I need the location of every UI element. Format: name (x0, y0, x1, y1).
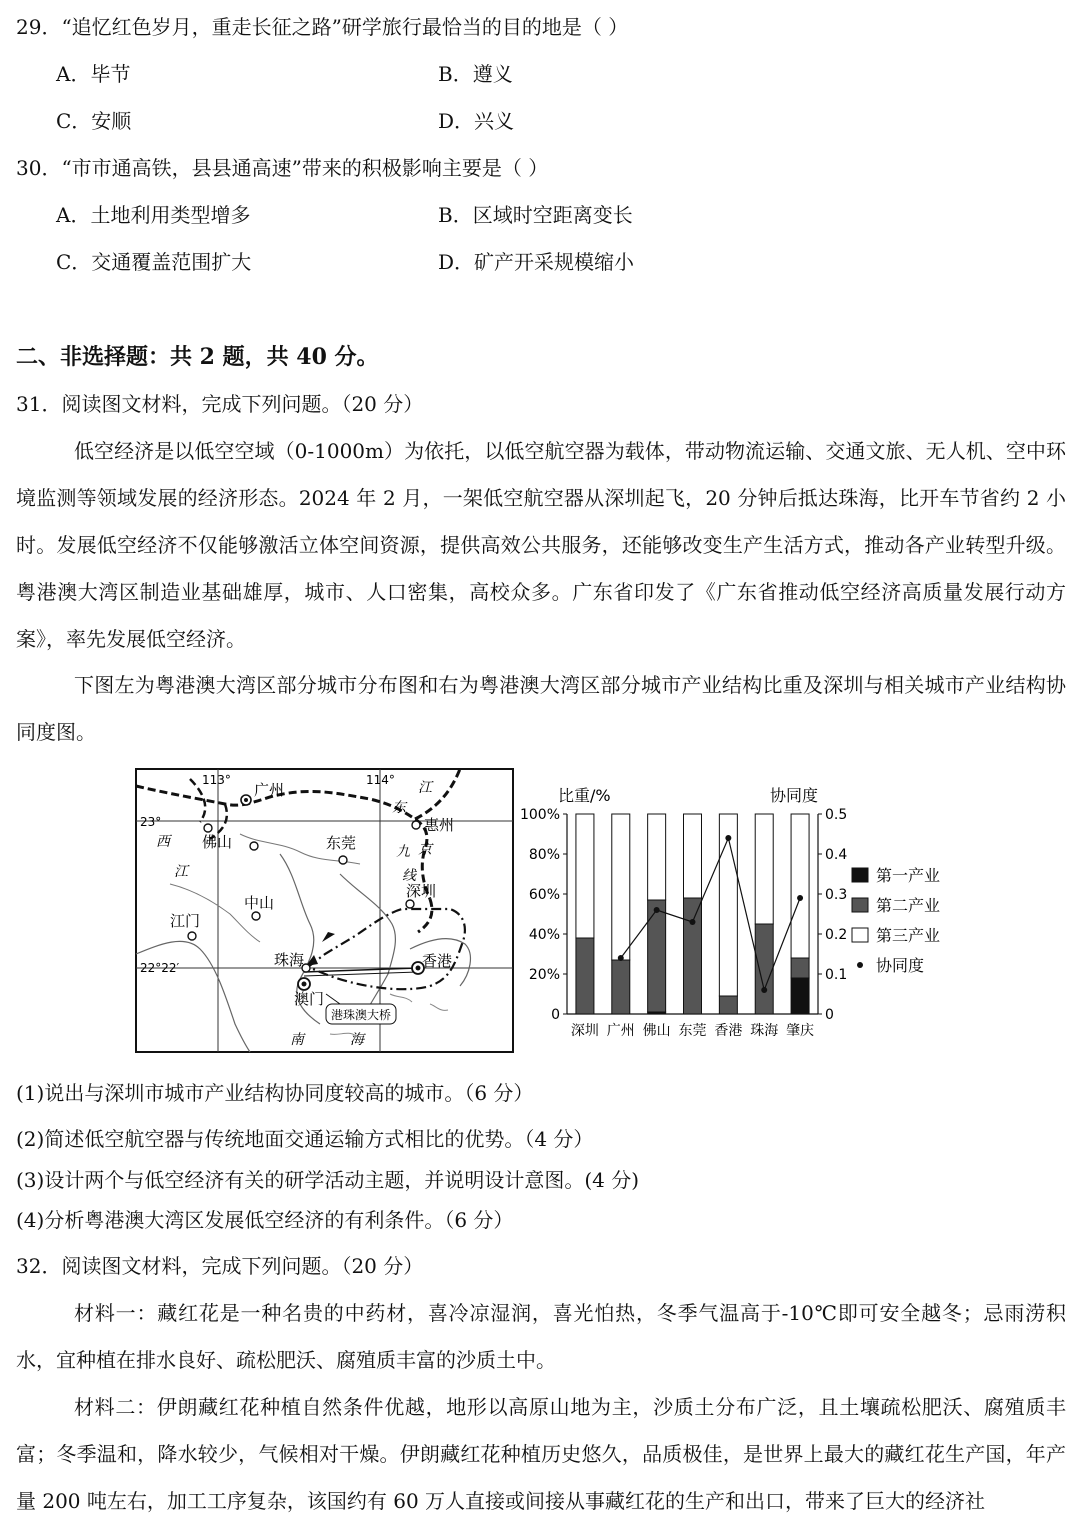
industry-structure-chart (520, 786, 940, 1039)
y-tick-label-left: 20% (528, 967, 560, 983)
q32-material-2: 材料二：伊朗藏红花种植自然条件优越，地形以高原山地为主，沙质土分布广泛，且土壤疏松肥沃、腐殖质丰富；冬季温和，降水较少，气候相对干燥。伊朗藏红花种植历史悠久，品质极佳，是世界上最大的藏红花生产国，年产量 200 吨左右，加工工序复杂，该国约有 60 万人直接或间接从事藏红花的生产和出口，带来了巨大的经济社 (16, 1395, 1066, 1513)
bar-segment (648, 814, 666, 900)
city-label-hongkong: 香港 (422, 952, 453, 970)
x-tick-label: 珠海 (750, 1023, 779, 1039)
hongkong-marker-dot (416, 966, 421, 971)
legend-dot (857, 962, 863, 968)
q31-figure-svg (130, 764, 960, 1064)
city-label-foshan: 佛山 (202, 833, 233, 851)
x-tick-label: 东莞 (678, 1023, 707, 1039)
q30-option-b[interactable]: B．区域时空距离变长 (438, 203, 633, 227)
lat-label-22-22: 22°22′ (140, 961, 180, 975)
railway-label-jiu: 九 (396, 844, 410, 860)
y-tick-label-right: 0.2 (825, 927, 848, 943)
synergy-point (654, 907, 660, 913)
river-label-dong: 东 (392, 800, 406, 816)
railway-label-jing: 京 (418, 842, 432, 858)
q29-option-c[interactable]: C．安顺 (56, 109, 132, 133)
bar-segment (576, 814, 594, 938)
q31-figure (130, 764, 960, 1064)
q31-material: 低空经济是以低空空域（0-1000m）为依托，以低空航空器为载体，带动物流运输、交通文旅、无人机、空中环境监测等领域发展的经济形态。2024 年 2 月，一架低空航空器从深圳起飞，20 分钟后抵达珠海，比开车节省约 2 小时。发展低空经济不仅能够激活立体空间资源，提供高效公共服务，还能够改变生产生活方式，推动各产业转型升级。粤港澳大湾区制造业基础雄厚，城市、人口密集，高校众多。广东省印发了《广东省推动低空经济高质量发展行动方案》，率先发展低空经济。 (16, 439, 1066, 651)
chart-line (618, 835, 803, 993)
x-tick-label: 香港 (714, 1023, 743, 1039)
river-label-jiang-west: 江 (174, 864, 188, 880)
q31-sub-2: (2)简述低空航空器与传统地面交通运输方式相比的优势。（4 分） (16, 1127, 594, 1151)
river-town-marker (250, 842, 258, 850)
bar-segment (755, 814, 773, 924)
bar-segment (576, 938, 594, 1014)
y-tick-label-left: 80% (528, 847, 560, 863)
y-tick-label-right: 0.1 (825, 967, 848, 983)
q31-sub-3: (3)设计两个与低空经济有关的研学活动主题，并说明设计意图。(4 分) (16, 1168, 640, 1192)
x-tick-label: 佛山 (642, 1023, 671, 1039)
city-label-zhuhai: 珠海 (274, 951, 305, 969)
legend-swatch (852, 928, 868, 942)
q31-sub-4: (4)分析粤港澳大湾区发展低空经济的有利条件。（6 分） (16, 1208, 514, 1232)
legend-label: 第三产业 (876, 926, 941, 945)
city-label-shenzhen: 深圳 (406, 882, 437, 900)
huizhou-marker (412, 821, 420, 829)
q32-stem: 32．阅读图文材料，完成下列问题。（20 分） (16, 1254, 424, 1278)
guangzhou-marker-dot (244, 798, 248, 802)
map-frame (136, 769, 513, 1052)
legend-swatch (852, 898, 868, 912)
bar-segment (791, 958, 809, 978)
q31-figure-intro: 下图左为粤港澳大湾区部分城市分布图和右为粤港澳大湾区部分城市产业结构比重及深圳与相关城市产业结构协同度图。 (16, 673, 1066, 744)
bay-area-map (136, 769, 513, 1052)
x-tick-label: 广州 (606, 1023, 635, 1039)
legend-label: 第二产业 (876, 896, 941, 915)
chart-ylabel-left: 比重/% (558, 786, 611, 805)
x-tick-label: 肇庆 (786, 1023, 815, 1039)
city-label-jiangmen: 江门 (170, 912, 201, 930)
synergy-point (797, 895, 803, 901)
q31-sub-1: (1)说出与深圳市城市产业结构协同度较高的城市。（6 分） (16, 1081, 534, 1105)
bar-segment (719, 996, 737, 1014)
river-label-jiang-east: 江 (418, 780, 432, 796)
q29-option-a[interactable]: A．毕节 (56, 62, 131, 86)
zhongshan-marker (252, 912, 260, 920)
city-label-macao: 澳门 (294, 990, 325, 1008)
q30-option-d[interactable]: D．矿产开采规模缩小 (438, 250, 635, 274)
bar-segment (684, 898, 702, 1014)
lon-label-113: 113° (202, 773, 231, 787)
chart-xticks (571, 1022, 814, 1039)
y-tick-label-right: 0 (825, 1007, 834, 1023)
bridge-label: 港珠澳大桥 (331, 1008, 392, 1022)
bar-segment (684, 814, 702, 898)
lon-label-114: 114° (366, 773, 395, 787)
bar-segment (791, 978, 809, 1014)
river-label-xi: 西 (156, 834, 170, 850)
y-tick-label-left: 100% (519, 807, 560, 823)
city-label-guangzhou: 广州 (254, 781, 285, 799)
y-tick-label-left: 0 (551, 1007, 560, 1023)
bar-segment (648, 900, 666, 1012)
y-tick-label-left: 60% (528, 887, 560, 903)
q29-option-d[interactable]: D．兴义 (438, 109, 515, 133)
synergy-point (618, 955, 624, 961)
shenzhen-marker (406, 900, 414, 908)
y-tick-label-right: 0.5 (825, 807, 848, 823)
bar-segment (791, 814, 809, 958)
legend-label: 协同度 (876, 956, 925, 975)
synergy-point (690, 919, 696, 925)
y-tick-label-right: 0.3 (825, 887, 848, 903)
q29-option-b[interactable]: B．遵义 (438, 62, 513, 86)
foshan-marker (204, 824, 212, 832)
lat-label-23: 23° (140, 815, 162, 829)
sea-label-hai: 海 (350, 1032, 364, 1048)
q30-option-a[interactable]: A．土地利用类型增多 (56, 203, 251, 227)
bar-segment (612, 814, 630, 960)
jiangmen-marker (188, 932, 196, 940)
chart-bars (576, 814, 809, 1014)
legend-swatch (852, 868, 868, 882)
chart-legend (852, 866, 940, 975)
bar-segment (755, 924, 773, 1014)
bar-segment (612, 960, 630, 1014)
x-tick-label: 深圳 (570, 1023, 599, 1039)
macao-marker-dot (302, 982, 307, 987)
y-tick-label-right: 0.4 (825, 847, 848, 863)
sea-label-nan: 南 (290, 1032, 304, 1048)
synergy-point (761, 987, 767, 993)
bar-segment (719, 814, 737, 996)
q31-stem: 31．阅读图文材料，完成下列问题。（20 分） (16, 392, 424, 416)
q30-option-c[interactable]: C．交通覆盖范围扩大 (56, 250, 252, 274)
city-label-zhongshan: 中山 (244, 894, 275, 912)
q30-stem: 30．“市市通高铁，县县通高速”带来的积极影响主要是（ ） (16, 156, 549, 180)
q29-stem: 29．“追忆红色岁月，重走长征之路”研学旅行最恰当的目的地是（ ） (16, 15, 629, 39)
y-tick-label-left: 40% (528, 927, 560, 943)
section-heading: 二、非选择题：共 2 题，共 40 分。 (16, 344, 379, 370)
synergy-point (725, 835, 731, 841)
chart-ylabel-right: 协同度 (770, 786, 819, 805)
railway-label-xian: 线 (402, 868, 416, 884)
city-label-dongguan: 东莞 (326, 834, 357, 852)
q32-material-1: 材料一：藏红花是一种名贵的中药材，喜冷凉湿润，喜光怕热，冬季气温高于-10℃即可安全越冬；忌雨涝积水，宜种植在排水良好、疏松肥沃、腐殖质丰富的沙质土中。 (16, 1301, 1066, 1372)
legend-label: 第一产业 (876, 866, 941, 885)
dongguan-marker (339, 856, 347, 864)
city-label-huizhou: 惠州 (424, 816, 455, 834)
